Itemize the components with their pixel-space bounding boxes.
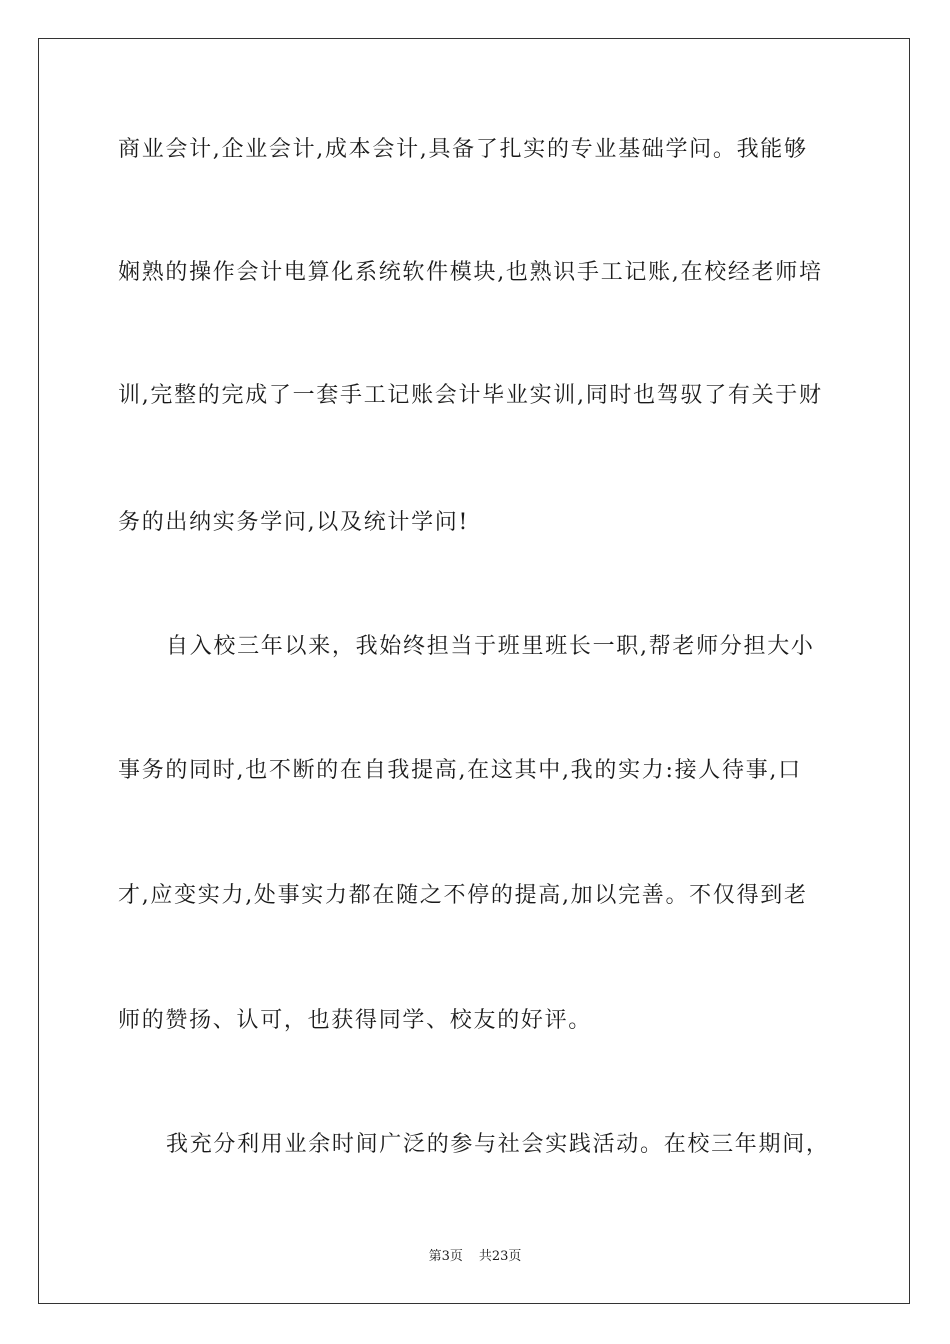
paragraph-line: 事务的同时,也不断的在自我提高,在这其中,我的实力:接人待事,口 [118, 758, 802, 783]
page-border [38, 38, 910, 1304]
paragraph-line: 我充分利用业余时间广泛的参与社会实践活动。在校三年期间， [166, 1132, 830, 1157]
paragraph-line: 商业会计,企业会计,成本会计,具备了扎实的专业基础学问。我能够 [118, 137, 808, 162]
paragraph-line: 训,完整的完成了一套手工记账会计毕业实训,同时也驾驭了有关于财 [118, 383, 823, 408]
paragraph-line: 娴熟的操作会计电算化系统软件模块,也熟识手工记账,在校经老师培 [118, 260, 823, 285]
paragraph-line: 自入校三年以来，我始终担当于班里班长一职,帮老师分担大小 [166, 634, 815, 659]
paragraph-line: 才,应变实力,处事实力都在随之不停的提高,加以完善。不仅得到老 [118, 883, 808, 908]
paragraph-line: 务的出纳实务学问,以及统计学问! [118, 510, 470, 535]
total-pages: 共23页 [478, 1249, 522, 1264]
paragraph-line: 师的赞扬、认可，也获得同学、校友的好评。 [118, 1008, 593, 1033]
page-number: 第3页 [428, 1249, 463, 1264]
page-footer [0, 1248, 950, 1266]
